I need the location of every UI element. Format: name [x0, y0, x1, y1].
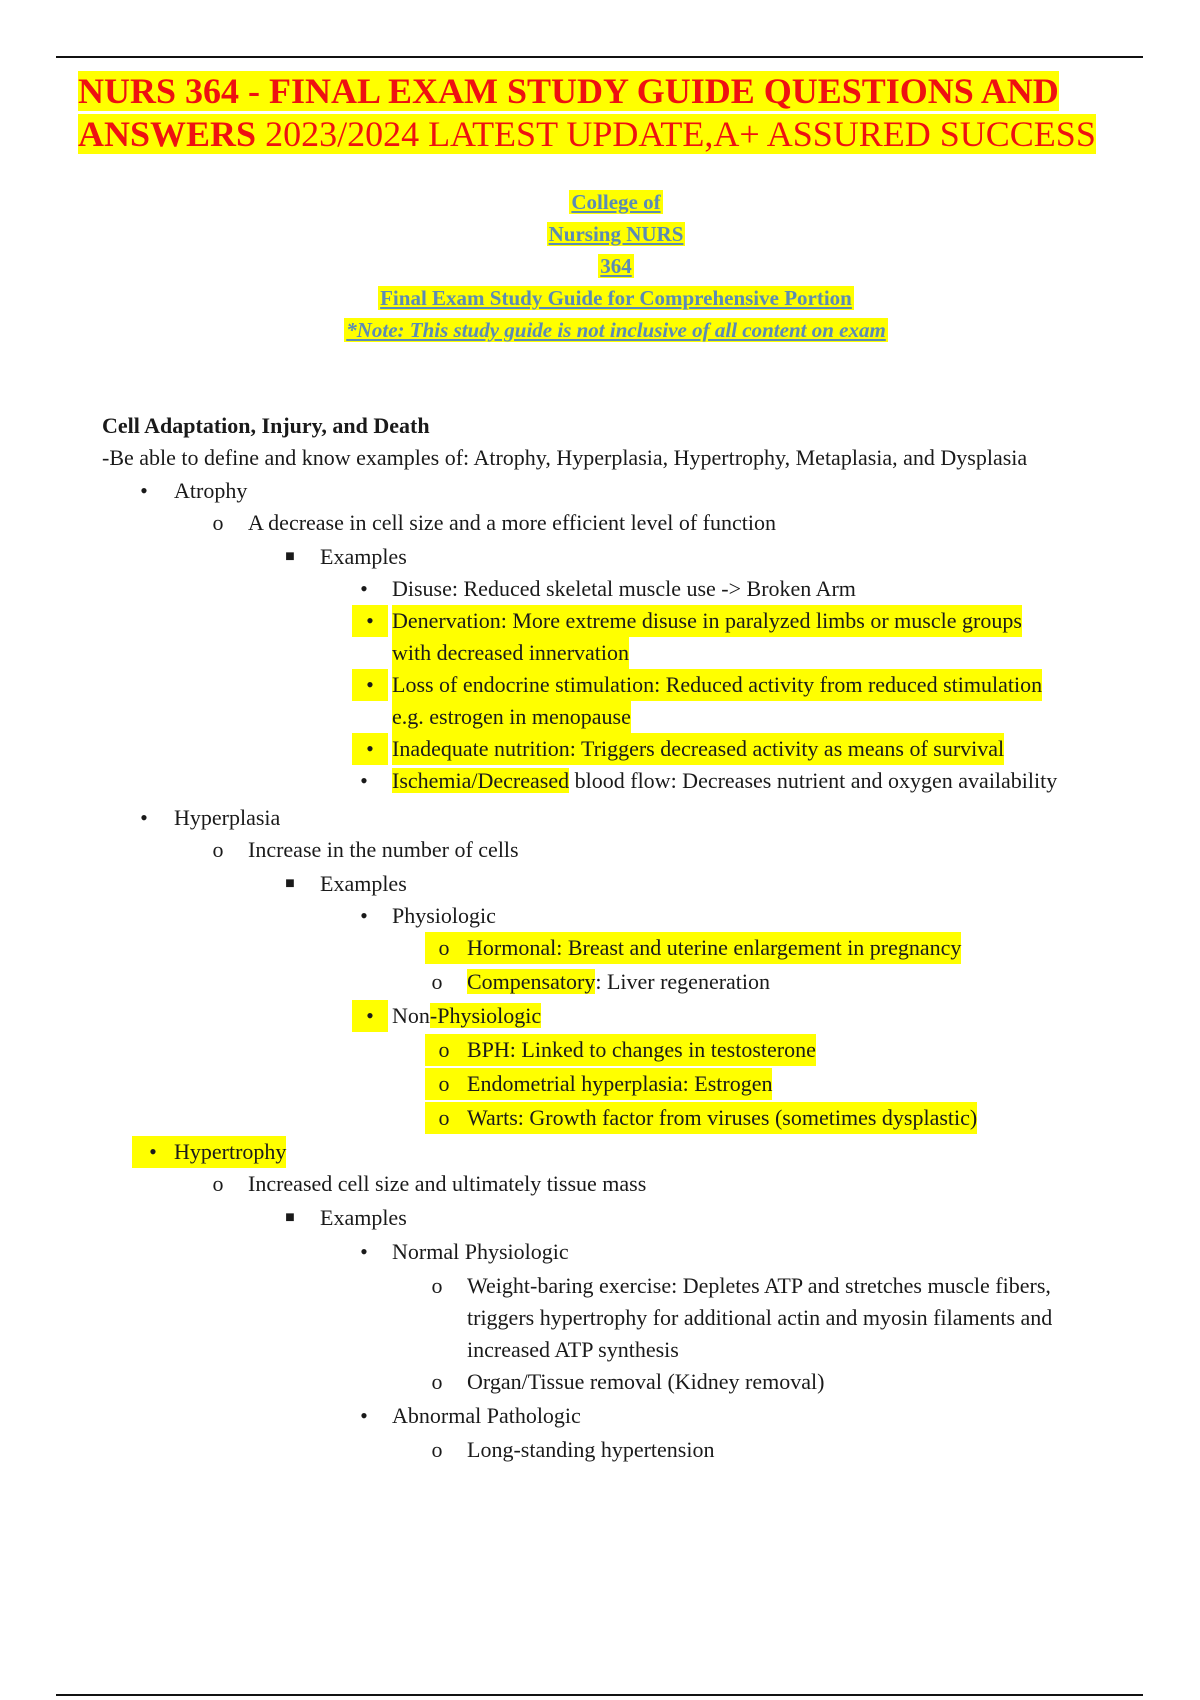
bullet-icon: • [140, 805, 148, 830]
bullet-icon: • [132, 1136, 174, 1168]
circle-bullet-icon: o [212, 837, 224, 862]
circle-bullet-icon: o [425, 1102, 463, 1134]
circle-bullet-icon: o [431, 969, 443, 994]
bullet-icon: • [360, 768, 368, 793]
bullet-icon: • [360, 1239, 368, 1264]
title-line-2-bold: ANSWERS [78, 114, 257, 154]
top-rule [56, 56, 1143, 58]
square-bullet-icon: ■ [285, 1209, 295, 1226]
circle-bullet-icon: o [212, 510, 224, 535]
bullet-icon: • [352, 605, 388, 637]
circle-bullet-icon: o [431, 1273, 443, 1298]
bullet-icon: • [352, 1000, 388, 1032]
course-header [0, 186, 1200, 346]
circle-bullet-icon: o [212, 1171, 224, 1196]
document-title [78, 70, 1158, 156]
header-line-2: Nursing NURS [548, 222, 684, 246]
circle-bullet-icon: o [431, 1437, 443, 1462]
header-line-1: College of [571, 190, 661, 214]
bullet-icon: • [140, 478, 148, 503]
bullet-icon: • [360, 903, 368, 928]
circle-bullet-icon: o [431, 1369, 443, 1394]
section-heading: Cell Adaptation, Injury, and Death [102, 413, 430, 438]
square-bullet-icon: ■ [285, 875, 295, 892]
circle-bullet-icon: o [425, 932, 463, 964]
header-line-3: 364 [600, 254, 632, 278]
title-line-2-rest: 2023/2024 LATEST UPDATE,A+ ASSURED SUCCESS [256, 114, 1096, 154]
square-bullet-icon: ■ [285, 548, 295, 565]
bottom-rule [56, 1694, 1143, 1696]
bullet-icon: • [352, 733, 388, 765]
title-line-1: NURS 364 - FINAL EXAM STUDY GUIDE QUESTIONS AND [78, 71, 1059, 111]
header-line-4: Final Exam Study Guide for Comprehensive Portion [380, 286, 852, 310]
header-note: *Note: This study guide is not inclusive of all content on exam [346, 318, 886, 342]
bullet-icon: • [360, 576, 368, 601]
circle-bullet-icon: o [425, 1034, 463, 1066]
section-intro: -Be able to define and know examples of: Atrophy, Hyperplasia, Hypertrophy, Metaplasia, and Dysplasia [102, 445, 1028, 470]
bullet-icon: • [360, 1403, 368, 1428]
bullet-icon: • [352, 669, 388, 701]
circle-bullet-icon: o [425, 1068, 463, 1100]
